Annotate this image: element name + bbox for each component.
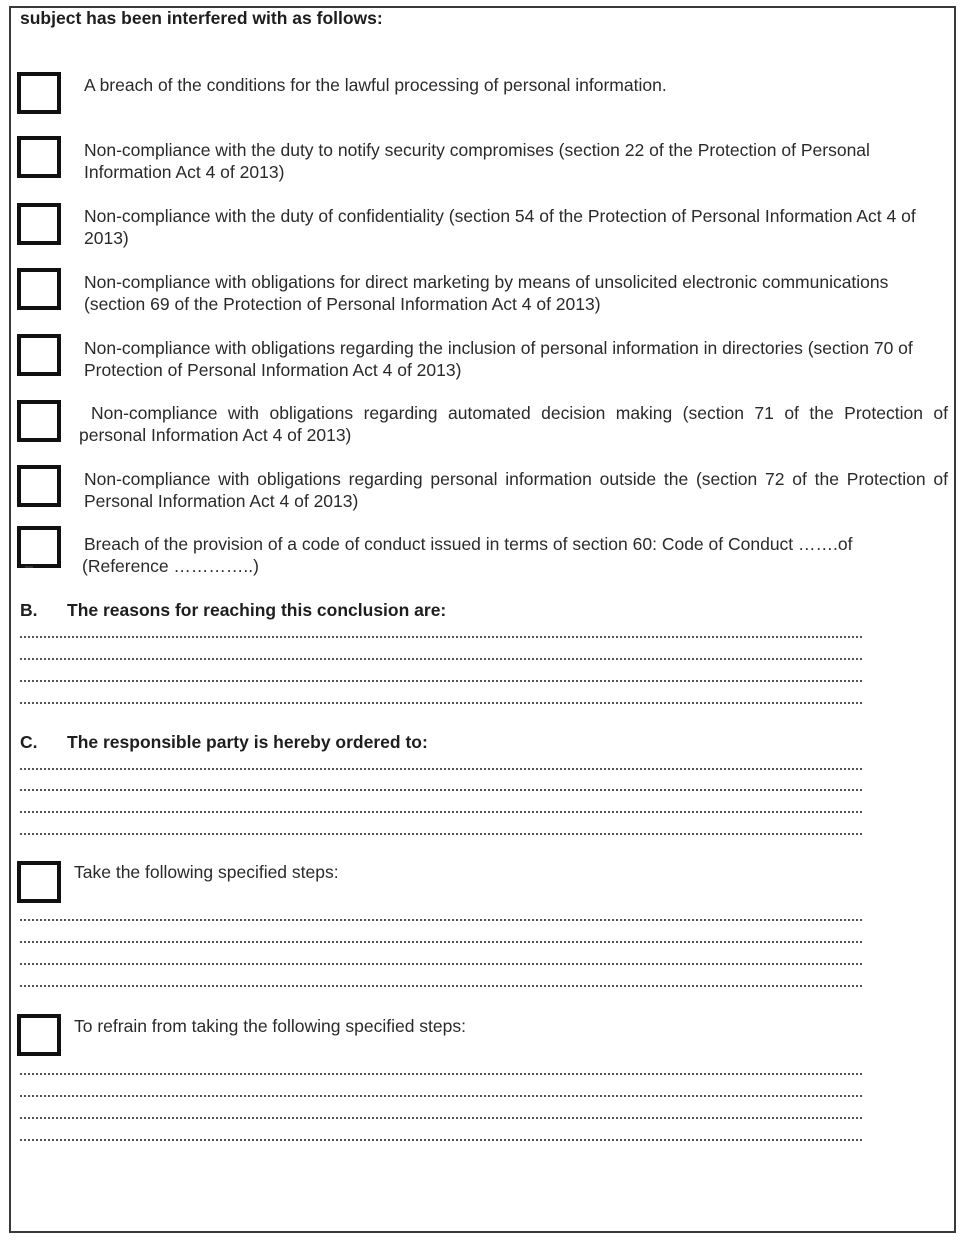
checkbox-breach-conditions[interactable] — [17, 72, 61, 114]
section-c-title: The responsible party is hereby ordered to: — [67, 732, 428, 752]
checkbox-take-steps[interactable] — [17, 861, 61, 903]
checkbox-confidentiality[interactable] — [17, 203, 61, 245]
option-label-confidentiality: Non-compliance with the duty of confidentiality (section 54 of the Protection of Personal Information Act 4 of 2013) — [84, 206, 916, 248]
checkbox-directories[interactable] — [17, 334, 61, 376]
answer-line[interactable] — [20, 636, 862, 638]
answer-line[interactable] — [20, 702, 862, 704]
checkbox-outside-republic[interactable] — [17, 465, 61, 507]
option-label-automated-decision: Non-compliance with obligations regarding automated decision making (section 71 of the Protection of personal Information Act 4 of 2013) — [79, 403, 948, 445]
take-steps-label: Take the following specified steps: — [74, 862, 339, 882]
answer-line[interactable] — [20, 833, 862, 835]
checkbox-automated-decision[interactable] — [17, 400, 61, 442]
stray-mark — [25, 566, 33, 568]
section-b-letter: B. — [20, 600, 38, 620]
intro-text: subject has been interfered with as follows: — [20, 8, 383, 28]
answer-line[interactable] — [20, 1117, 862, 1119]
section-b-heading — [20, 600, 446, 621]
option-label-outside-republic: Non-compliance with obligations regarding personal information outside the (section 72 of the Protection of Personal Information Act 4 of 2013) — [84, 469, 948, 511]
refrain-steps-label: To refrain from taking the following specified steps: — [74, 1016, 466, 1036]
answer-line[interactable] — [20, 919, 862, 921]
section-b-title: The reasons for reaching this conclusion are: — [67, 600, 447, 620]
answer-line[interactable] — [20, 789, 862, 791]
option-label-code-of-conduct: Breach of the provision of a code of conduct issued in terms of section 60: Code of Conduct …….of (Reference …………..) — [82, 534, 853, 576]
checkbox-security-compromises[interactable] — [17, 136, 61, 178]
answer-line[interactable] — [20, 1139, 862, 1141]
answer-line[interactable] — [20, 658, 862, 660]
answer-line[interactable] — [20, 1095, 862, 1097]
checkbox-direct-marketing[interactable] — [17, 268, 61, 310]
checkbox-code-of-conduct[interactable] — [17, 526, 61, 568]
option-label-direct-marketing: Non-compliance with obligations for direct marketing by means of unsolicited electronic communications (section 69 of the Protection of Personal Information Act 4 of 2013) — [84, 272, 889, 314]
answer-line[interactable] — [20, 680, 862, 682]
answer-line[interactable] — [20, 811, 862, 813]
answer-line[interactable] — [20, 1073, 862, 1075]
answer-line[interactable] — [20, 768, 862, 770]
checkbox-refrain-steps[interactable] — [17, 1014, 61, 1056]
option-label-security-compromises: Non-compliance with the duty to notify security compromises (section 22 of the Protection of Personal Information Act 4 of 2013) — [84, 140, 870, 182]
section-c-heading — [20, 732, 428, 753]
section-c-letter: C. — [20, 732, 38, 752]
answer-line[interactable] — [20, 963, 862, 965]
option-label-breach-conditions: A breach of the conditions for the lawful processing of personal information. — [84, 75, 667, 95]
answer-line[interactable] — [20, 941, 862, 943]
option-label-directories: Non-compliance with obligations regarding the inclusion of personal information in directories (section 70 of Protection of Personal Information Act 4 of 2013) — [84, 338, 913, 380]
answer-line[interactable] — [20, 985, 862, 987]
